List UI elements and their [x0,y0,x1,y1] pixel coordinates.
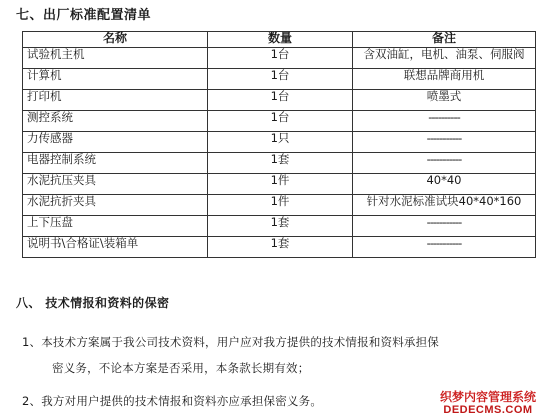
cell-name: 说明书\合格证\装箱单 [23,237,208,258]
paragraph-2: 2、我方对用户提供的技术情报和资料亦应承担保密义务。 [22,394,323,408]
cell-qty: 1台 [208,48,353,69]
cell-name: 打印机 [23,90,208,111]
table-row [23,48,536,69]
header-note: 备注 [353,32,536,48]
section-8-heading: 八、 技术情报和资料的保密 [16,296,170,310]
cell-qty: 1件 [208,195,353,216]
cell-qty: 1台 [208,69,353,90]
cell-name: 电器控制系统 [23,153,208,174]
paragraph-1-line-2: 密义务，不论本方案是否采用，本条款长期有效； [52,361,310,375]
cell-note: ----------- [353,237,536,258]
cell-qty: 1套 [208,153,353,174]
cell-note: 含双油缸，电机、油泵、伺服阀 [353,48,536,69]
cell-name: 测控系统 [23,111,208,132]
cell-note: ----------- [353,132,536,153]
cell-note: 针对水泥标准试块40*40*160 [353,195,536,216]
cell-note: 联想品牌商用机 [353,69,536,90]
cell-note: 40*40 [353,174,536,195]
header-name: 名称 [23,32,208,48]
table-row [23,90,536,111]
table-row [23,111,536,132]
cell-name: 水泥抗折夹具 [23,195,208,216]
cell-qty: 1件 [208,174,353,195]
cell-note: ----------- [353,216,536,237]
config-table [22,31,536,258]
cell-note: ---------- [353,111,536,132]
header-qty: 数量 [208,32,353,48]
site-watermark [428,390,548,416]
cell-name: 水泥抗压夹具 [23,174,208,195]
table-header-row [23,32,536,48]
section-7-heading: 七、出厂标准配置清单 [16,8,152,23]
table-row [23,237,536,258]
cell-note: ----------- [353,153,536,174]
watermark-cn: 织梦内容管理系统 [439,390,536,404]
table-row [23,153,536,174]
cell-name: 试验机主机 [23,48,208,69]
table-row [23,216,536,237]
cell-name: 计算机 [23,69,208,90]
watermark-en: DEDECMS.COM [443,404,533,416]
cell-name: 上下压盘 [23,216,208,237]
cell-note: 喷墨式 [353,90,536,111]
cell-qty: 1只 [208,132,353,153]
table-row [23,174,536,195]
cell-name: 力传感器 [23,132,208,153]
cell-qty: 1台 [208,111,353,132]
cell-qty: 1台 [208,90,353,111]
paragraph-1-line-1: 1、本技术方案属于我公司技术资料，用户应对我方提供的技术情报和资料承担保 [22,335,440,349]
table-row [23,132,536,153]
table-row [23,69,536,90]
cell-qty: 1套 [208,237,353,258]
table-row [23,195,536,216]
cell-qty: 1套 [208,216,353,237]
